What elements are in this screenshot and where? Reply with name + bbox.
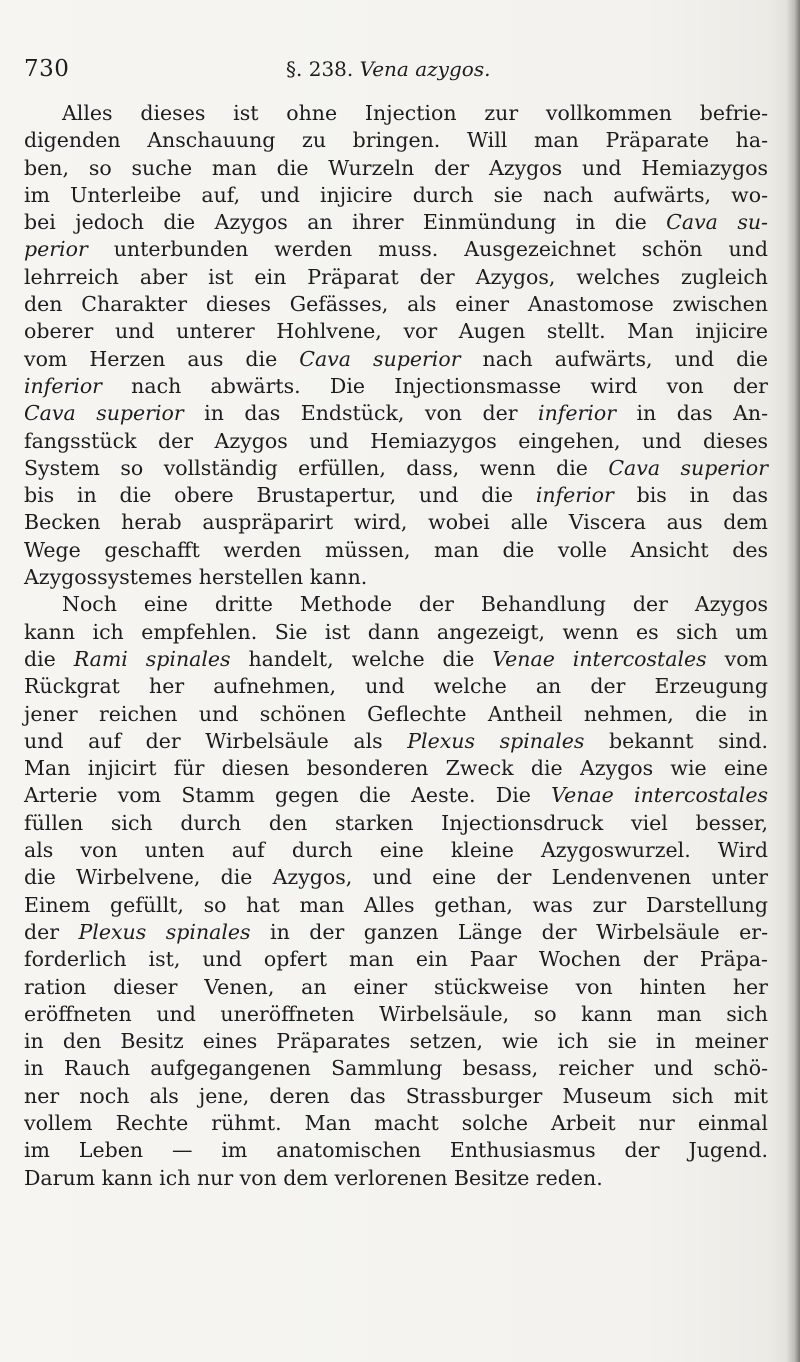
page-edge-shadow: [786, 0, 800, 1362]
text-segment: fangsstück der Azygos und Hemiazygos eingehen, und dieses: [24, 428, 768, 453]
text-segment: Arterie vom Stamm gegen die Aeste. Die: [24, 783, 552, 808]
text-segment: Noch eine dritte Methode der Behandlung der Azygos: [62, 592, 768, 617]
italic-term: Plexus spinales: [78, 919, 251, 944]
text-segment: im Leben — im anatomischen Enthusiasmus der Jugend.: [24, 1138, 768, 1163]
text-line: [24, 591, 768, 618]
text-segment: ner noch als jene, deren das Strassburger Museum sich mit: [24, 1083, 768, 1108]
text-line: [24, 155, 768, 182]
italic-term: Rami spinales: [73, 646, 231, 671]
text-segment: in der ganzen Länge der Wirbelsäule er-: [250, 919, 768, 944]
text-line: [24, 373, 768, 400]
text-line: [24, 318, 768, 345]
text-line: [24, 919, 768, 946]
text-line: [24, 1083, 768, 1110]
text-segment: vollem Rechte rühmt. Man macht solche Arbeit nur einmal: [24, 1110, 768, 1135]
italic-term: Cava superior: [299, 346, 461, 371]
text-segment: Man injicirt für diesen besonderen Zweck die Azygos wie eine: [24, 756, 768, 781]
text-segment: füllen sich durch den starken Injectionsdruck viel besser,: [24, 810, 768, 835]
text-line: [24, 755, 768, 782]
text-segment: bis in die obere Brustapertur, und die: [24, 483, 536, 508]
text-line: [24, 482, 768, 509]
text-line: [24, 291, 768, 318]
text-segment: Darum kann ich nur von dem verlorenen Besitze reden.: [24, 1165, 603, 1190]
text-line: [24, 1055, 768, 1082]
text-line: [24, 974, 768, 1001]
text-segment: den Charakter dieses Gefässes, als einer Anastomose zwischen: [24, 292, 768, 317]
text-line: [24, 701, 768, 728]
text-segment: vom: [706, 646, 768, 671]
italic-term: inferior: [24, 373, 102, 398]
text-segment: im Unterleibe auf, und injicire durch sie nach aufwärts, wo-: [24, 182, 768, 207]
text-segment: lehrreich aber ist ein Präparat der Azygos, welches zugleich: [24, 264, 768, 289]
text-line: [24, 509, 768, 536]
text-line: [24, 1110, 768, 1137]
text-line: [24, 400, 768, 427]
text-line: [24, 673, 768, 700]
text-segment: digenden Anschauung zu bringen. Will man Präparate ha-: [24, 128, 768, 153]
text-segment: die Wirbelvene, die Azygos, und eine der Lendenvenen unter: [24, 865, 768, 890]
text-segment: Rückgrat her aufnehmen, und welche an der Erzeugung: [24, 674, 768, 699]
italic-term: Cava su-: [666, 210, 768, 235]
text-segment: handelt, welche die: [230, 646, 493, 671]
section-title: Vena azygos.: [359, 57, 491, 81]
text-line: [24, 837, 768, 864]
text-segment: jener reichen und schönen Geflechte Antheil nehmen, die in: [24, 701, 768, 726]
body-text: [24, 100, 768, 1192]
section-number: §. 238.: [286, 57, 354, 81]
text-segment: Einem gefüllt, so hat man Alles gethan, was zur Darstellung: [24, 892, 768, 917]
running-head: [286, 57, 490, 81]
text-line: [24, 864, 768, 891]
running-header: [24, 56, 760, 90]
text-segment: und auf der Wirbelsäule als: [24, 728, 408, 753]
text-line: [24, 346, 768, 373]
italic-term: Cava superior: [608, 455, 768, 480]
text-segment: nach abwärts. Die Injectionsmasse wird von der: [101, 373, 768, 398]
text-line: [24, 1028, 768, 1055]
text-line: [24, 455, 768, 482]
page-number: 730: [24, 56, 70, 82]
text-line: [24, 537, 768, 564]
text-segment: unterbunden werden muss. Ausgezeichnet schön und: [87, 237, 768, 262]
italic-term: perior: [24, 237, 88, 262]
text-segment: bei jedoch die Azygos an ihrer Einmündung in die: [24, 210, 667, 235]
text-segment: kann ich empfehlen. Sie ist dann angezeigt, wenn es sich um: [24, 619, 768, 644]
text-line: [24, 946, 768, 973]
text-segment: nach aufwärts, und die: [460, 346, 768, 371]
text-segment: ration dieser Venen, an einer stückweise von hinten her: [24, 974, 768, 999]
text-line: [24, 100, 768, 127]
text-line: [24, 728, 768, 755]
text-segment: die: [24, 646, 74, 671]
text-line: [24, 564, 768, 591]
text-segment: ben, so suche man die Wurzeln der Azygos und Hemiazygos: [24, 155, 768, 180]
text-line: [24, 810, 768, 837]
text-segment: bekannt sind.: [584, 728, 768, 753]
text-segment: als von unten auf durch eine kleine Azygoswurzel. Wird: [24, 838, 768, 863]
text-line: [24, 892, 768, 919]
text-segment: forderlich ist, und opfert man ein Paar Wochen der Präpa-: [24, 947, 768, 972]
text-line: [24, 1165, 768, 1192]
italic-term: Plexus spinales: [407, 728, 585, 753]
text-segment: System so vollständig erfüllen, dass, wenn die: [24, 455, 609, 480]
text-line: [24, 236, 768, 263]
text-segment: in Rauch aufgegangenen Sammlung besass, reicher und schö-: [24, 1056, 768, 1081]
text-segment: in das Endstück, von der: [183, 401, 539, 426]
text-segment: eröffneten und uneröffneten Wirbelsäule, so kann man sich: [24, 1001, 768, 1026]
text-line: [24, 182, 768, 209]
text-segment: in das An-: [616, 401, 769, 426]
italic-term: Venae intercostales: [492, 646, 707, 671]
text-segment: oberer und unterer Hohlvene, vor Augen stellt. Man injicire: [24, 319, 768, 344]
italic-term: inferior: [538, 401, 617, 426]
text-segment: Azygossystemes herstellen kann.: [24, 565, 368, 590]
text-line: [24, 782, 768, 809]
italic-term: Cava superior: [24, 401, 184, 426]
text-segment: der: [24, 919, 79, 944]
text-line: [24, 1137, 768, 1164]
text-line: [24, 646, 768, 673]
text-line: [24, 264, 768, 291]
text-line: [24, 619, 768, 646]
text-line: [24, 127, 768, 154]
text-segment: in den Besitz eines Präparates setzen, wie ich sie in meiner: [24, 1029, 768, 1054]
italic-term: Venae intercostales: [551, 783, 768, 808]
text-segment: Alles dieses ist ohne Injection zur vollkommen befrie-: [62, 101, 768, 125]
text-segment: Wege geschafft werden müssen, man die volle Ansicht des: [24, 537, 768, 562]
text-line: [24, 1001, 768, 1028]
text-line: [24, 209, 768, 236]
text-line: [24, 428, 768, 455]
text-segment: vom Herzen aus die: [24, 346, 300, 371]
text-segment: Becken herab auspräparirt wird, wobei alle Viscera aus dem: [24, 510, 768, 535]
text-segment: bis in das: [613, 483, 769, 508]
italic-term: inferior: [535, 483, 614, 508]
